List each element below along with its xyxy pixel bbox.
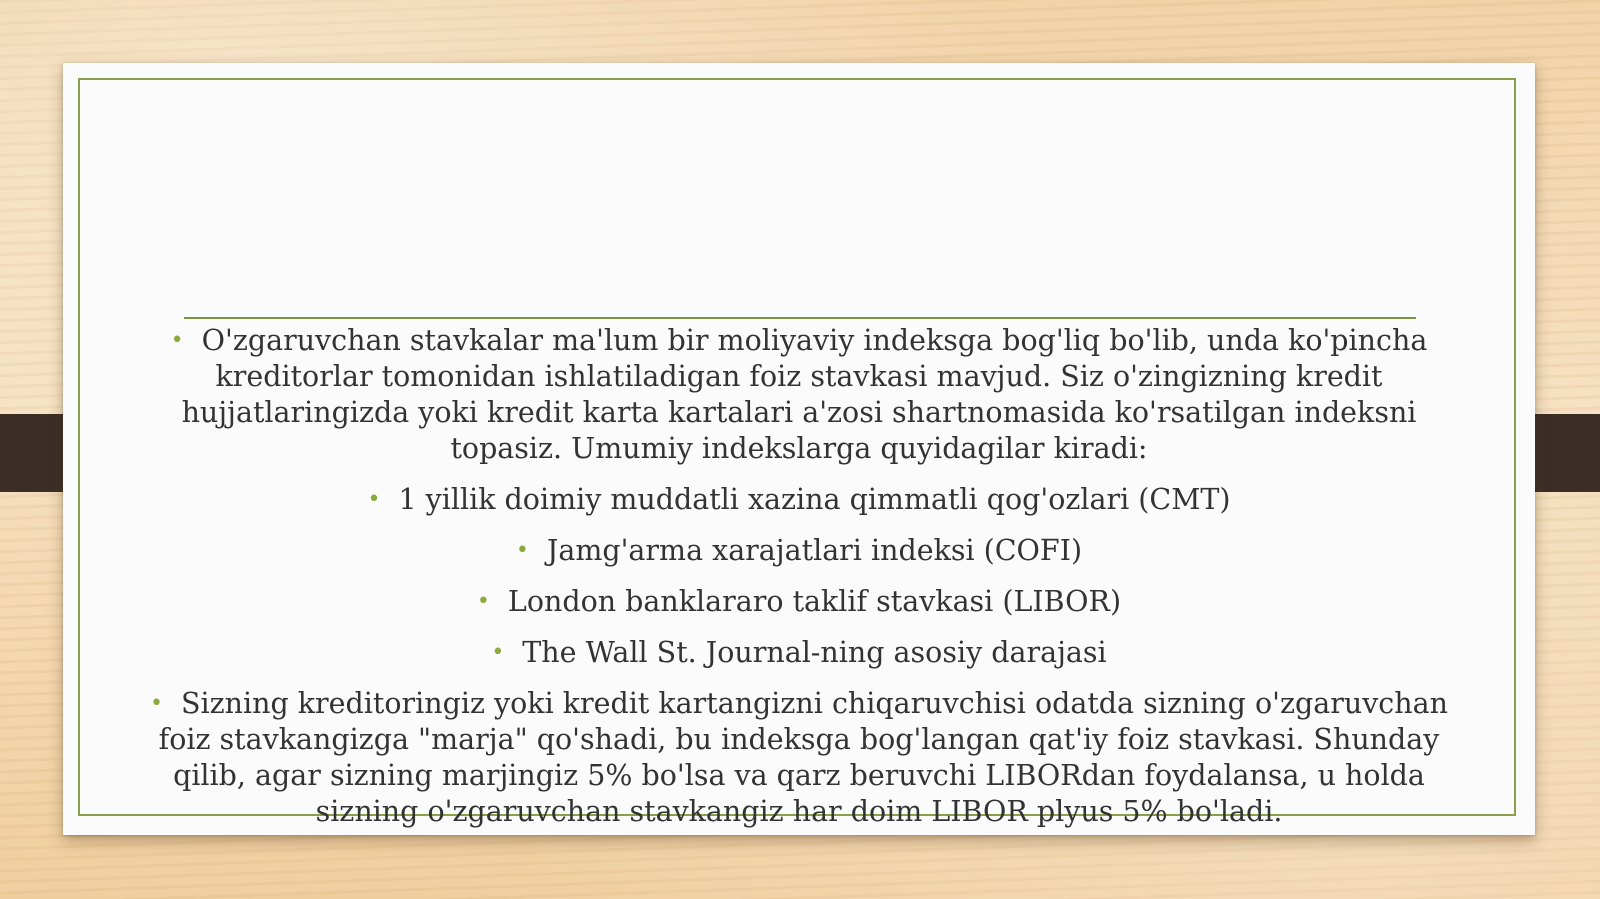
bullet-item-cofi xyxy=(123,533,1475,569)
title-underline xyxy=(184,317,1416,319)
bullet-text: Sizning kreditoringiz yoki kredit kartangizni chiqaruvchisi odatda sizning o'zgaruvchan foiz stavkangizga "marja" qo'shadi, bu indeksga bog'langan qat'iy foiz stavkasi. Shunday qilib, agar sizning marjingiz 5% bo'lsa va qarz beruvchi LIBORdan foydalansa, u holda sizning o'zgaruvchan stavkangiz har doim LIBOR plyus 5% bo'ladi. xyxy=(158,687,1448,828)
bullet-text: The Wall St. Journal-ning asosiy darajasi xyxy=(522,636,1107,669)
bullet-text: Jamg'arma xarajatlari indeksi (COFI) xyxy=(546,534,1083,567)
bullet-icon: • xyxy=(476,589,490,614)
bullet-text: 1 yillik doimiy muddatli xazina qimmatli qog'ozlari (CMT) xyxy=(398,483,1231,516)
bullet-item-cmt xyxy=(123,482,1475,518)
bullet-icon: • xyxy=(367,487,381,512)
bullet-text: London banklararo taklif stavkasi (LIBOR) xyxy=(507,585,1122,618)
bullet-icon: • xyxy=(150,691,163,716)
bullet-item-intro xyxy=(123,323,1475,467)
bullet-item-wsj xyxy=(123,635,1475,671)
slide-card xyxy=(63,63,1535,835)
slide-content xyxy=(123,323,1475,845)
bullet-icon: • xyxy=(515,538,529,563)
bullet-text: O'zgaruvchan stavkalar ma'lum bir moliyaviy indeksga bog'liq bo'lib, unda ko'pincha kreditorlar tomonidan ishlatiladigan foiz stavkasi mavjud. Siz o'zingizning kredit hujjatlaringizda yoki kredit karta kartalari a'zosi shartnomasida ko'rsatilgan indeksni topasiz. Umumiy indekslarga quyidagilar kiradi: xyxy=(181,324,1428,465)
bullet-item-margin xyxy=(123,686,1475,830)
bullet-icon: • xyxy=(491,640,505,665)
bullet-item-libor xyxy=(123,584,1475,620)
bullet-icon: • xyxy=(170,328,184,353)
